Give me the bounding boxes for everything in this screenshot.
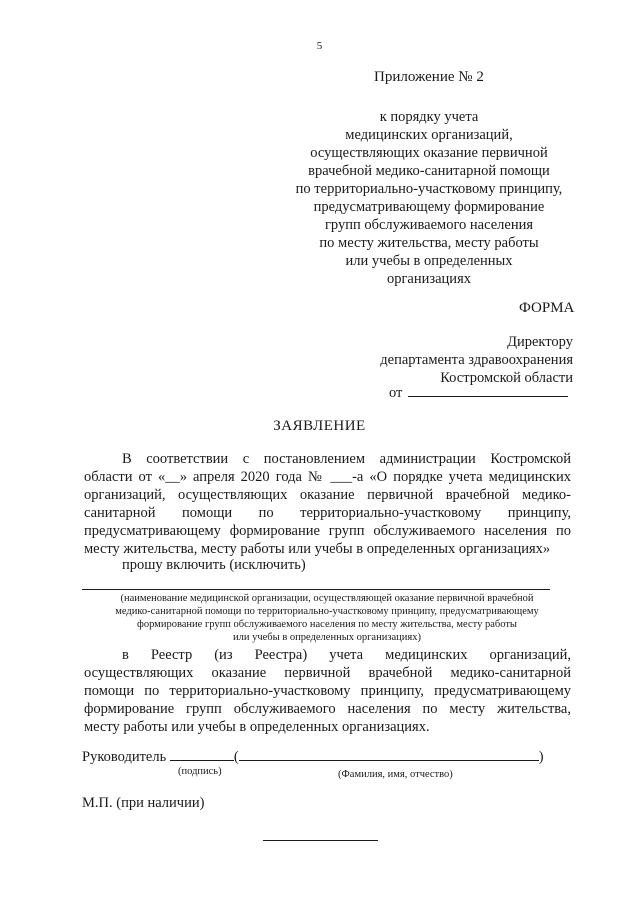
addressee-line: Директору bbox=[507, 334, 573, 350]
paragraph-line: предусматривающему формирование групп обслуживаемого населения по bbox=[84, 523, 571, 539]
reference-line: групп обслуживаемого населения bbox=[324, 217, 534, 233]
reference-line: по месту жительства, месту работы bbox=[319, 235, 539, 251]
paragraph-line: помощи по территориально-участковому принципу, предусматривающему bbox=[84, 683, 571, 699]
from-blank-line[interactable] bbox=[408, 395, 568, 397]
reference-line: или учебы в определенных bbox=[345, 253, 513, 269]
caption-line: (наименование медицинской организации, осуществляющей оказание первичной врачебной bbox=[120, 593, 534, 604]
page-number: 5 bbox=[316, 40, 323, 52]
signature-caption: (подпись) bbox=[178, 766, 222, 777]
close-paren: ) bbox=[538, 749, 544, 765]
paragraph-line: области от «__» апреля 2020 года № ___-а «О порядке учета медицинских bbox=[84, 469, 571, 485]
reference-line: к порядку учета bbox=[379, 109, 479, 125]
paragraph-line: организаций, осуществляющих оказание первичной врачебной медико- bbox=[84, 487, 571, 503]
addressee-line: Костромской области bbox=[440, 370, 573, 386]
document-heading: ЗАЯВЛЕНИЕ bbox=[273, 418, 366, 434]
reference-line: предусматривающему формирование bbox=[313, 199, 545, 215]
paragraph-line: осуществляющих оказание первичной врачебной медико-санитарной bbox=[84, 665, 571, 681]
organization-name-caption bbox=[82, 592, 572, 644]
form-label: ФОРМА bbox=[519, 300, 575, 316]
paragraph-line: В соответствии с постановлением администрации Костромской bbox=[122, 451, 571, 467]
reference-line: врачебной медико-санитарной помощи bbox=[308, 163, 550, 179]
paragraph-registry bbox=[84, 646, 571, 736]
paragraph-line: санитарной помощи по территориально-участковому принципу, bbox=[84, 505, 571, 521]
from-label: от bbox=[389, 385, 403, 401]
paragraph-intro bbox=[84, 450, 571, 558]
signature-row bbox=[82, 748, 544, 766]
signature-blank[interactable] bbox=[170, 748, 234, 761]
full-name-caption: (Фамилия, имя, отчество) bbox=[338, 769, 453, 780]
organization-name-blank[interactable] bbox=[82, 589, 550, 590]
caption-line: или учебы в определенных организациях) bbox=[233, 632, 421, 643]
paragraph-line: формирование групп обслуживаемого населения по месту жительства, bbox=[84, 701, 571, 717]
closing-divider bbox=[263, 840, 378, 841]
paragraph-line: в Реестр (из Реестра) учета медицинских организаций, bbox=[122, 647, 571, 663]
reference-line: по территориально-участковому принципу, bbox=[295, 181, 563, 197]
paragraph-line: месту работы или учебы в определенных организациях. bbox=[84, 719, 430, 735]
full-name-blank[interactable] bbox=[239, 748, 539, 761]
appendix-title: Приложение № 2 bbox=[374, 69, 484, 85]
addressee-block bbox=[380, 333, 573, 387]
appendix-reference bbox=[270, 108, 588, 288]
request-line: прошу включить (исключить) bbox=[122, 557, 306, 573]
reference-line: осуществляющих оказание первичной bbox=[310, 145, 548, 161]
reference-line: организациях bbox=[386, 271, 471, 287]
from-field[interactable] bbox=[389, 385, 568, 402]
caption-line: медико-санитарной помощи по территориально-участковому принципу, предусматривающему bbox=[115, 606, 539, 617]
reference-line: медицинских организаций, bbox=[345, 127, 513, 143]
caption-line: формирование групп обслуживаемого населения по месту жительства, месту работы bbox=[137, 619, 517, 630]
paragraph-line: месту жительства, месту работы или учебы в определенных организациях» bbox=[84, 541, 551, 557]
open-paren: ( bbox=[233, 749, 239, 765]
addressee-line: департамента здравоохранения bbox=[380, 352, 573, 368]
seal-line: М.П. (при наличии) bbox=[82, 795, 205, 811]
signature-label: Руководитель bbox=[82, 749, 167, 765]
